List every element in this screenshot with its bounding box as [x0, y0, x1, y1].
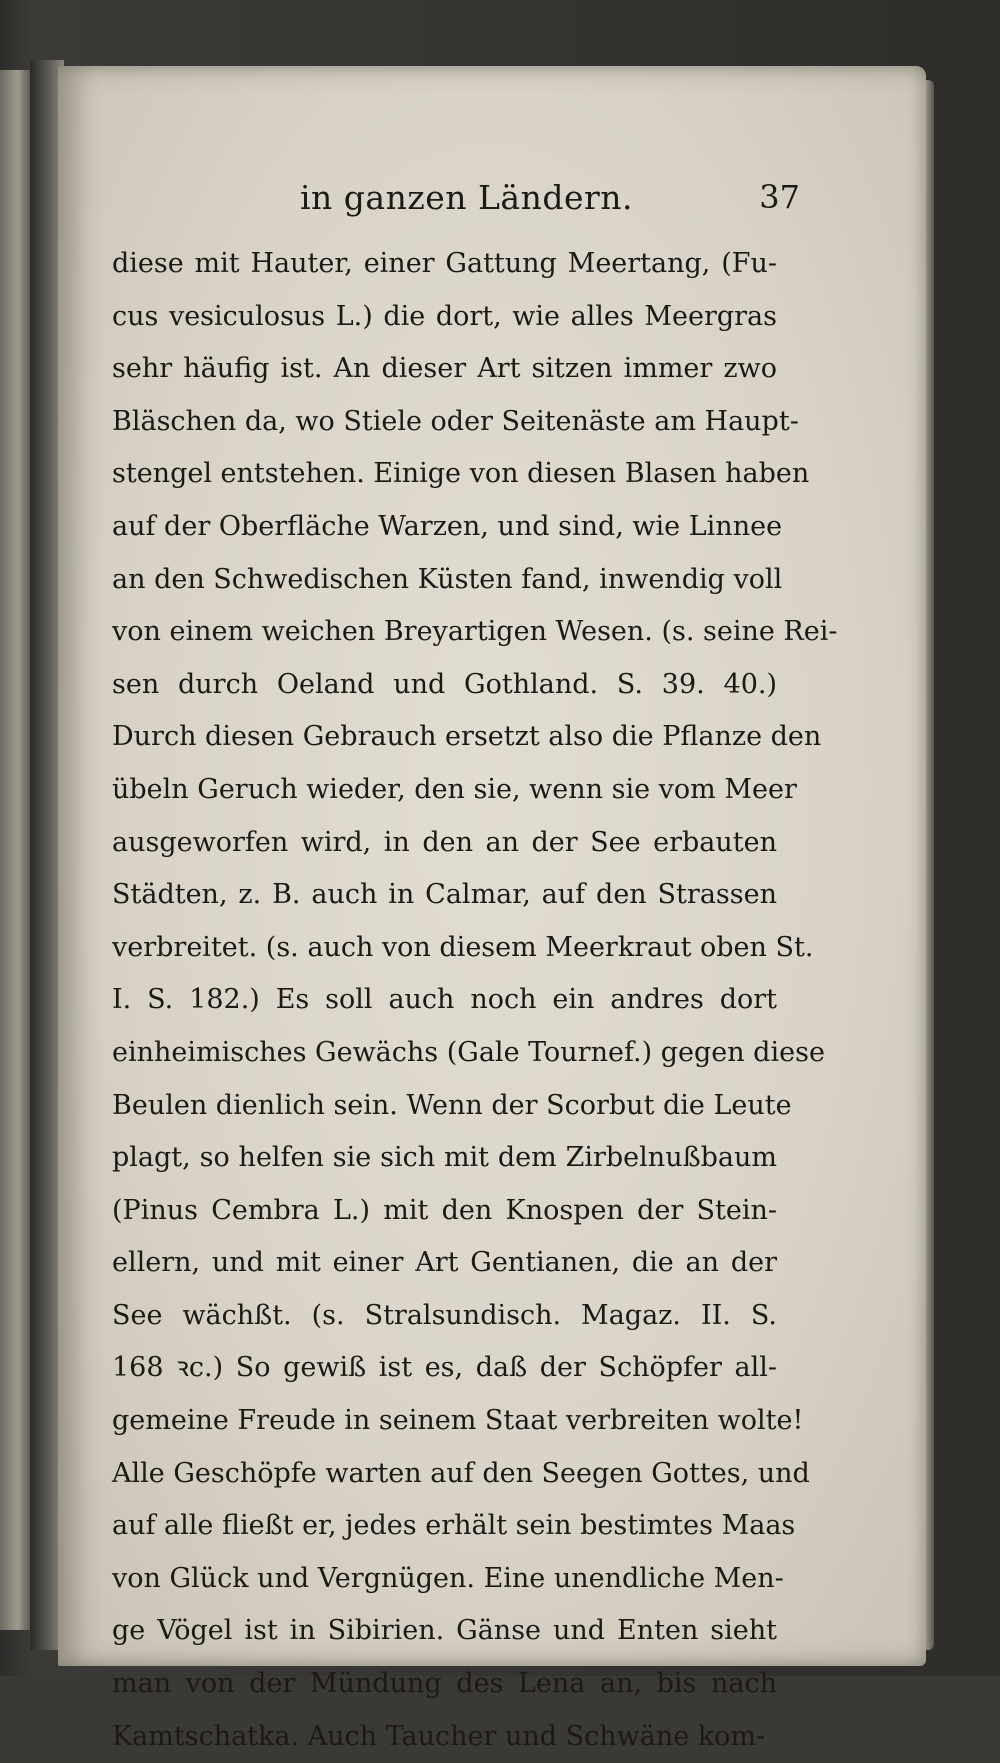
running-title: in ganzen Ländern.: [300, 178, 634, 217]
text-line: auf alle fließt er, jedes erhält sein bestimtes Maas: [112, 1510, 796, 1542]
body-text: [112, 238, 838, 1763]
text-line: man von der Mündung des Lena an, bis nach: [112, 1668, 777, 1700]
text-line: Kamtschatka. Auch Taucher und Schwäne kom-: [112, 1720, 766, 1752]
text-line: Beulen dienlich sein. Wenn der Scorbut die Leute: [112, 1089, 792, 1121]
text-line: gemeine Freude in seinem Staat verbreiten wolte!: [112, 1405, 804, 1437]
text-line: einheimisches Gewächs (Gale Tournef.) gegen diese: [112, 1036, 825, 1068]
text-line: verbreitet. (s. auch von diesem Meerkraut oben St.: [112, 931, 814, 963]
text-line: ge Vögel ist in Sibirien. Gänse und Enten sieht: [112, 1615, 777, 1647]
text-line: Durch diesen Gebrauch ersetzt also die Pflanze den: [112, 721, 822, 753]
page-header: [300, 168, 800, 224]
text-line: sen durch Oeland und Gothland. S. 39. 40.): [112, 668, 777, 700]
text-line: plagt, so helfen sie sich mit dem Zirbelnußbaum: [112, 1142, 777, 1174]
text-line: ellern, und mit einer Art Gentianen, die an der: [112, 1247, 777, 1279]
text-line: Alle Geschöpfe warten auf den Seegen Gottes, und: [112, 1457, 810, 1489]
text-line: Bläschen da, wo Stiele oder Seitenäste am Haupt-: [112, 405, 799, 437]
previous-page-edge: [0, 70, 30, 1630]
text-line: ausgeworfen wird, in den an der See erbauten: [112, 826, 777, 858]
text-line: von einem weichen Breyartigen Wesen. (s. seine Rei-: [112, 616, 838, 648]
text-line: Städten, z. B. auch in Calmar, auf den Strassen: [112, 879, 777, 911]
text-line: I. S. 182.) Es soll auch noch ein andres dort: [112, 984, 777, 1016]
text-line: sehr häufig ist. An dieser Art sitzen immer zwo: [112, 353, 777, 385]
text-line: See wächßt. (s. Stralsundisch. Magaz. II. S.: [112, 1299, 777, 1331]
text-line: von Glück und Vergnügen. Eine unendliche Men-: [112, 1562, 784, 1594]
text-line: stengel entstehen. Einige von diesen Blasen haben: [112, 458, 810, 490]
text-line: diese mit Hauter, einer Gattung Meertang, (Fu-: [112, 248, 777, 279]
text-line: übeln Geruch wieder, den sie, wenn sie vom Meer: [112, 773, 797, 805]
page-number: 37: [759, 178, 800, 216]
text-line: cus vesiculosus L.) die dort, wie alles Meergras: [112, 300, 777, 332]
text-line: auf der Oberfläche Warzen, und sind, wie Linnee: [112, 510, 783, 542]
text-line: (Pinus Cembra L.) mit den Knospen der Stein-: [112, 1194, 777, 1226]
text-line: an den Schwedischen Küsten fand, inwendig voll: [112, 563, 783, 595]
text-line: 168 ꝛc.) So gewiß ist es, daß der Schöpfer all-: [112, 1352, 777, 1384]
